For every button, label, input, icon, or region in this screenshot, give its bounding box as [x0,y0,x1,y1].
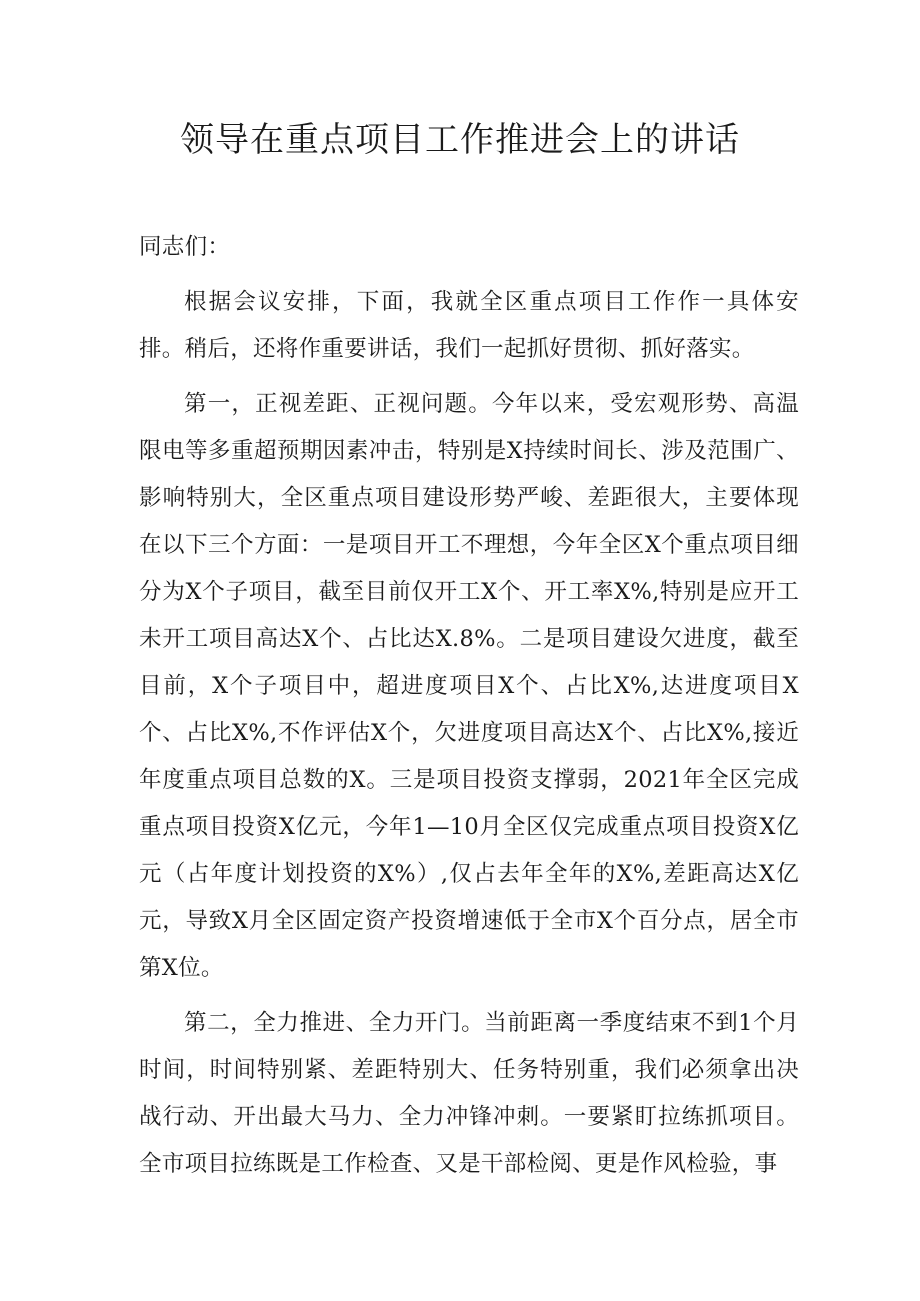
paragraph-first-point: 第一，正视差距、正视问题。今年以来，受宏观形势、高温限电等多重超预期因素冲击，特别是X持续时间长、涉及范围广、影响特别大，全区重点项目建设形势严峻、差距很大，主要体现在以下三个方面：一是项目开工不理想，今年全区X个重点项目细分为X个子项目，截至目前仅开工X个、开工率X%,特别是应开工未开工项目高达X个、占比达X.8%。二是项目建设欠进度，截至目前，X个子项目中，超进度项目X个、占比X%,达进度项目X个、占比X%,不作评估X个，欠进度项目高达X个、占比X%,接近年度重点项目总数的X。三是项目投资支撑弱，2021年全区完成重点项目投资X亿元，今年1—10月全区仅完成重点项目投资X亿元（占年度计划投资的X%）,仅占去年全年的X%,差距高达X亿元，导致X月全区固定资产投资增速低于全市X个百分点，居全市第X位。 [139,391,799,981]
paragraph-second-point: 第二，全力推进、全力开门。当前距离一季度结束不到1个月时间，时间特别紧、差距特别大、任务特别重，我们必须拿出决战行动、开出最大马力、全力冲锋冲刺。一要紧盯拉练抓项目。全市项目拉练既是工作检查、又是干部检阅、更是作风检验，事 [139,1010,799,1177]
document-title: 领导在重点项目工作推进会上的讲话 [180,120,740,160]
salutation: 同志们： [139,234,231,260]
document-body [139,224,799,1188]
paragraph-intro: 根据会议安排，下面，我就全区重点项目工作作一具体安排。稍后，还将作重要讲话，我们一起抓好贯彻、抓好落实。 [139,289,799,362]
